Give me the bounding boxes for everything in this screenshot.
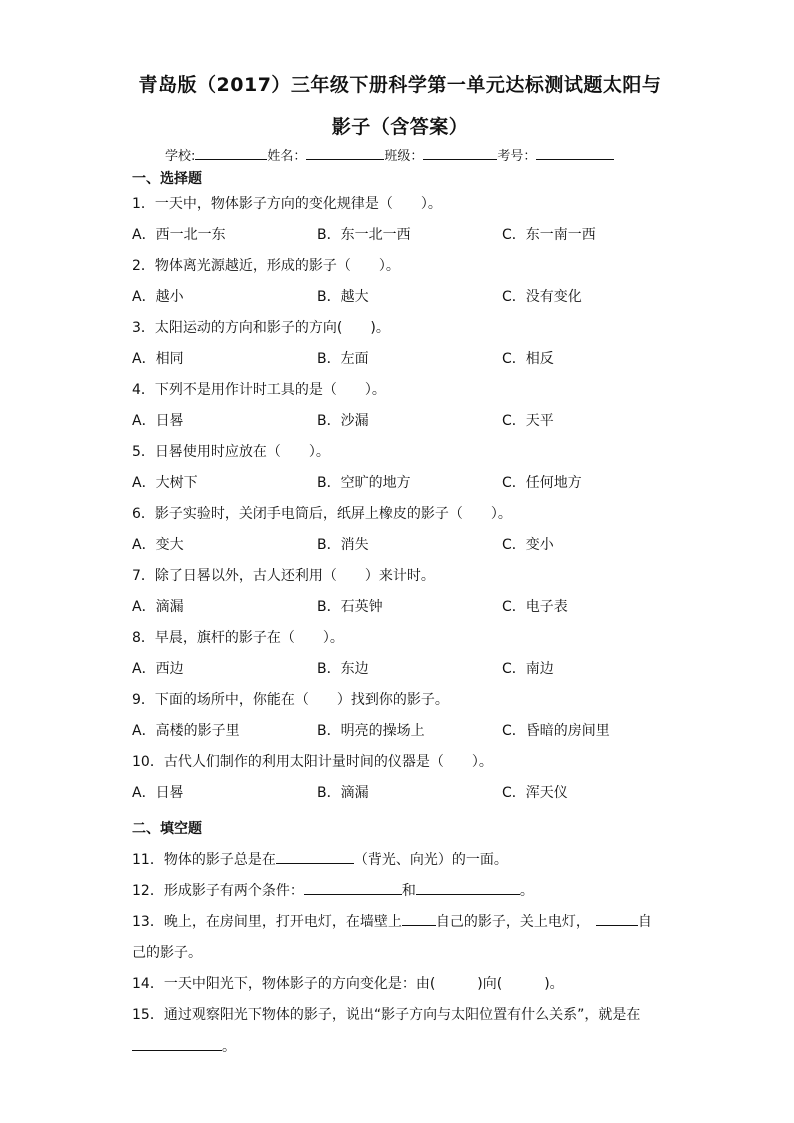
class-blank[interactable]: [423, 147, 497, 160]
q13-text-end: 自: [637, 914, 652, 930]
choice-question-9: 9．下面的场所中，你能在（ ）找到你的影子。: [132, 692, 449, 708]
choice-option-2-a[interactable]: A．越小: [132, 289, 184, 305]
choice-option-9-c[interactable]: C．昏暗的房间里: [502, 723, 610, 739]
choice-question-10: 10．古代人们制作的利用太阳计量时间的仪器是（ ）。: [132, 754, 493, 770]
choice-option-9-b[interactable]: B．明亮的操场上: [317, 723, 425, 739]
choice-option-6-b[interactable]: B．消失: [317, 537, 369, 553]
choice-option-4-b[interactable]: B．沙漏: [317, 413, 369, 429]
student-info-row: [165, 145, 614, 164]
choice-question-5: 5．日晷使用时应放在（ ）。: [132, 444, 330, 460]
choice-question-6: 6．影子实验时，关闭手电筒后，纸屏上橡皮的影子（ ）。: [132, 506, 512, 522]
q15-text-end: 。: [222, 1039, 236, 1055]
q12-text-end: 。: [519, 883, 534, 899]
fill-question-13: [132, 911, 652, 931]
choice-question-2: 2．物体离光源越近，形成的影子（ ）。: [132, 258, 400, 274]
choice-option-10-c[interactable]: C．浑天仪: [502, 785, 568, 801]
choice-option-2-c[interactable]: C．没有变化: [502, 289, 582, 305]
fill-question-11: [132, 849, 508, 869]
number-label: 考号：: [497, 149, 537, 164]
q13-answer-blank-2[interactable]: [596, 911, 638, 926]
q13-text-start: 13．晚上，在房间里，打开电灯，在墙壁上: [132, 914, 402, 930]
q11-text-end: （背光、向光）的一面。: [353, 852, 508, 868]
choice-option-6-c[interactable]: C．变小: [502, 537, 554, 553]
choice-option-3-c[interactable]: C．相反: [502, 351, 554, 367]
choice-option-8-a[interactable]: A．西边: [132, 661, 184, 677]
choice-option-5-c[interactable]: C．任何地方: [502, 475, 582, 491]
fill-question-12: [132, 880, 534, 900]
choice-option-6-a[interactable]: A．变大: [132, 537, 184, 553]
choice-option-3-a[interactable]: A．相同: [132, 351, 184, 367]
section-choice-heading: 一、选择题: [132, 171, 202, 187]
choice-option-5-a[interactable]: A．大树下: [132, 475, 198, 491]
choice-option-3-b[interactable]: B．左面: [317, 351, 369, 367]
choice-option-10-a[interactable]: A．日晷: [132, 785, 184, 801]
page-title: 青岛版（2017）三年级下册科学第一单元达标测试题太阳与: [138, 74, 662, 96]
choice-option-7-a[interactable]: A．滴漏: [132, 599, 184, 615]
choice-question-7: 7．除了日晷以外，古人还利用（ ）来计时。: [132, 568, 435, 584]
choice-option-7-c[interactable]: C．电子表: [502, 599, 568, 615]
q11-text-start: 11．物体的影子总是在: [132, 852, 276, 868]
choice-question-1: 1．一天中，物体影子方向的变化规律是（ ）。: [132, 196, 442, 212]
choice-option-4-a[interactable]: A．日晷: [132, 413, 184, 429]
q12-answer-blank-1[interactable]: [304, 880, 402, 895]
choice-option-8-c[interactable]: C．南边: [502, 661, 554, 677]
q13-answer-blank-1[interactable]: [402, 911, 436, 926]
choice-question-4: 4．下列不是用作计时工具的是（ ）。: [132, 382, 386, 398]
q12-text-middle: 和: [401, 883, 416, 899]
choice-option-1-a[interactable]: A．西一北一东: [132, 227, 226, 243]
choice-option-10-b[interactable]: B．滴漏: [317, 785, 369, 801]
q12-text-start: 12．形成影子有两个条件：: [132, 883, 304, 899]
choice-option-1-b[interactable]: B．东一北一西: [317, 227, 411, 243]
choice-option-9-a[interactable]: A．高楼的影子里: [132, 723, 240, 739]
fill-question-15-continued: [132, 1036, 236, 1056]
fill-question-13-continued: 己的影子。: [132, 945, 202, 961]
choice-option-4-c[interactable]: C．天平: [502, 413, 554, 429]
school-blank[interactable]: [195, 147, 267, 160]
choice-option-2-b[interactable]: B．越大: [317, 289, 369, 305]
fill-question-14: 14．一天中阳光下，物体影子的方向变化是：由( )向( )。: [132, 976, 564, 992]
q11-answer-blank[interactable]: [276, 849, 354, 864]
class-label: 班级：: [384, 149, 424, 164]
choice-question-3: 3．太阳运动的方向和影子的方向( )。: [132, 320, 390, 336]
q12-answer-blank-2[interactable]: [416, 880, 520, 895]
choice-option-1-c[interactable]: C．东一南一西: [502, 227, 596, 243]
q13-text-middle: 自己的影子，关上电灯，: [435, 914, 590, 930]
school-label: 学校:: [165, 149, 196, 164]
fill-question-15: 15．通过观察阳光下物体的影子，说出“影子方向与太阳位置有什么关系”，就是在: [132, 1007, 641, 1023]
choice-question-8: 8．早晨，旗杆的影子在（ ）。: [132, 630, 344, 646]
choice-option-5-b[interactable]: B．空旷的地方: [317, 475, 411, 491]
choice-option-8-b[interactable]: B．东边: [317, 661, 369, 677]
section-fill-heading: 二、填空题: [132, 821, 202, 837]
name-label: 姓名：: [267, 149, 307, 164]
choice-option-7-b[interactable]: B．石英钟: [317, 599, 383, 615]
q15-answer-blank[interactable]: [132, 1036, 222, 1051]
number-blank[interactable]: [536, 147, 614, 160]
name-blank[interactable]: [306, 147, 384, 160]
page-title-continued: 影子（含答案）: [331, 116, 469, 138]
